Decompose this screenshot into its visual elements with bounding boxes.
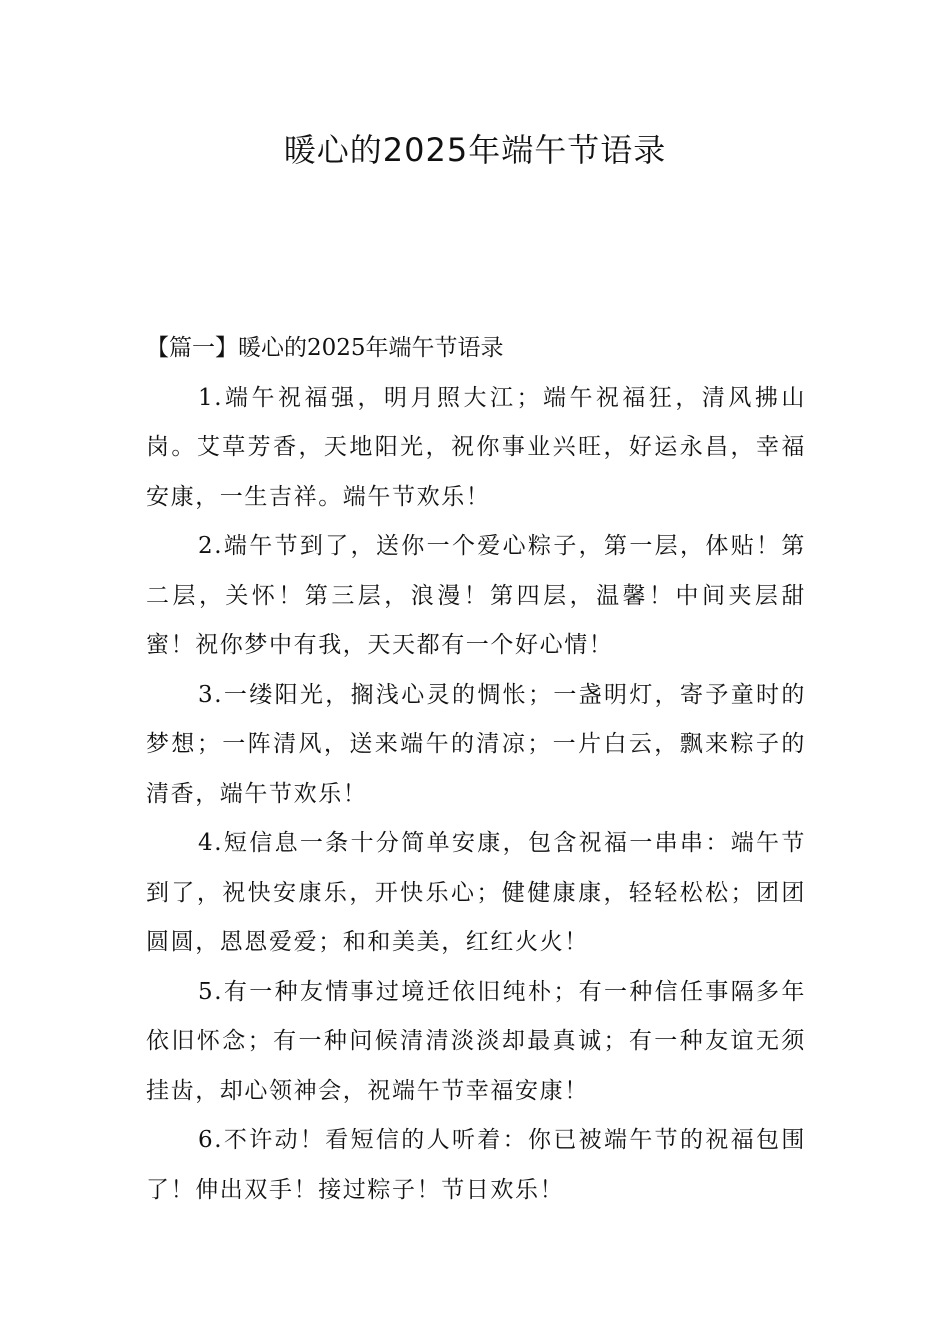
paragraph-6: 6.不许动！看短信的人听着：你已被端午节的祝福包围了！伸出双手！接过粽子！节日欢乐！ — [146, 1127, 806, 1203]
section-heading: 【篇一】暖心的2025年端午节语录 — [146, 335, 504, 361]
paragraph-4: 4.短信息一条十分简单安康，包含祝福一串串：端午节到了，祝快安康乐，开快乐心；健健康康，轻轻松松；团团圆圆，恩恩爱爱；和和美美，红红火火！ — [146, 830, 806, 955]
paragraph-1: 1.端午祝福强，明月照大江；端午祝福狂，清风拂山岗。艾草芳香，天地阳光，祝你事业兴旺，好运永昌，幸福安康，一生吉祥。端午节欢乐！ — [146, 384, 806, 510]
paragraph-2: 2.端午节到了，送你一个爱心粽子，第一层，体贴！第二层，关怀！第三层，浪漫！第四层，温馨！中间夹层甜蜜！祝你梦中有我，天天都有一个好心情！ — [146, 533, 806, 658]
document-body — [146, 324, 806, 1215]
document-title: 暖心的2025年端午节语录 — [283, 131, 667, 169]
paragraph-3: 3.一缕阳光，搁浅心灵的惆怅；一盏明灯，寄予童时的梦想；一阵清风，送来端午的清凉；一片白云，飘来粽子的清香，端午节欢乐！ — [146, 681, 806, 807]
paragraph-5: 5.有一种友情事过境迁依旧纯朴；有一种信任事隔多年依旧怀念；有一种问候清清淡淡却最真诚；有一种友谊无须挂齿，却心领神会，祝端午节幸福安康！ — [146, 978, 806, 1104]
